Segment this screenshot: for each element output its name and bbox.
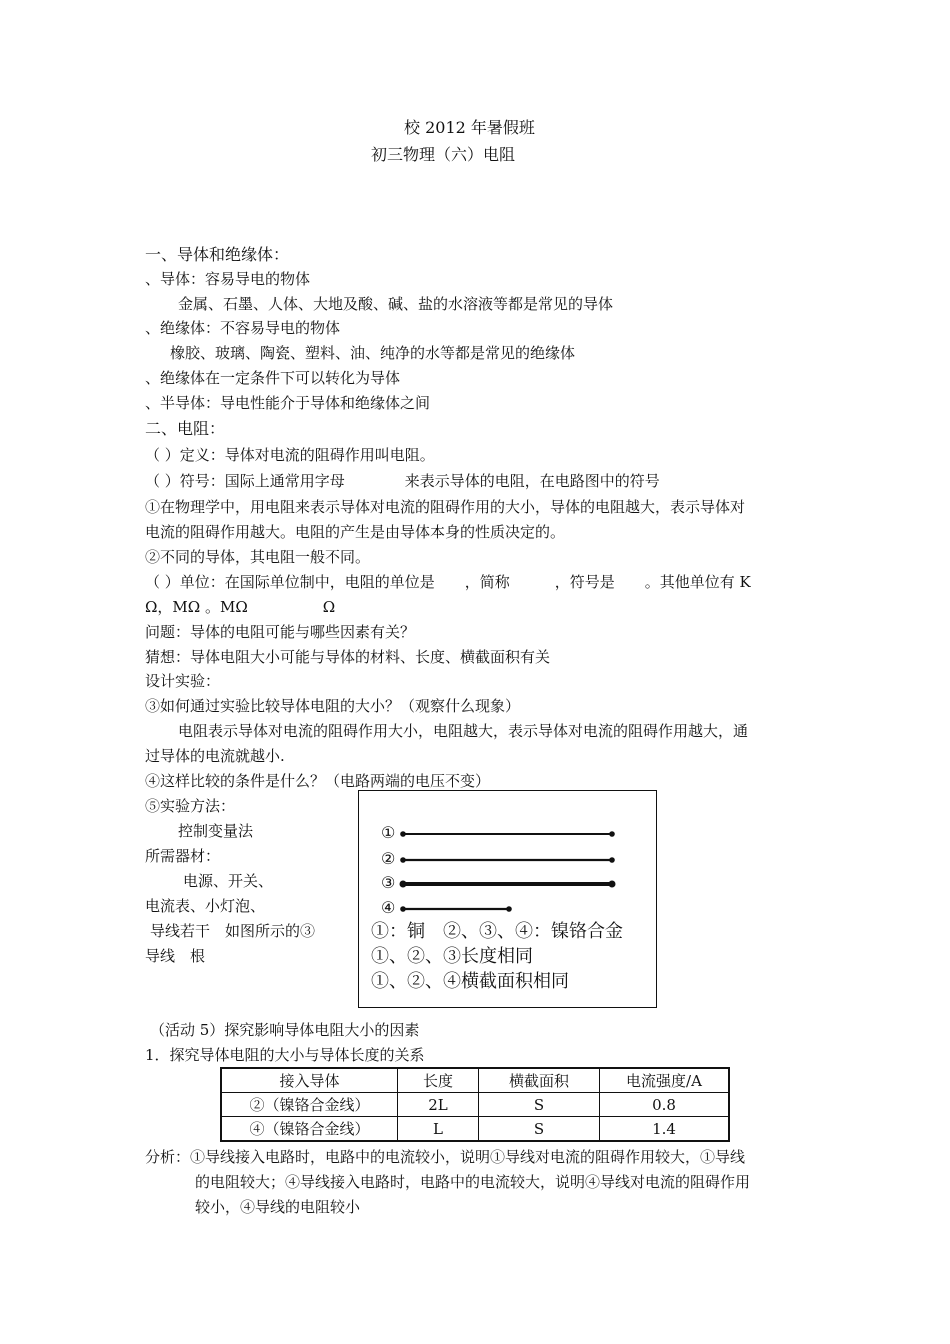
text-line: （ ）单位：在国际单位制中，电阻的单位是 ，简称 ，符号是 。其他单位有 K <box>145 573 751 591</box>
activity-heading: （活动 5）探究影响导体电阻大小的因素 <box>150 1021 420 1039</box>
title-line-1: 校 2012 年暑假班 <box>404 118 535 137</box>
wire-label-1: ① <box>381 823 396 842</box>
wire-figure <box>358 790 657 1008</box>
analysis-line: 分析：①导线接入电路时，电路中的电流较小，说明①导线对电流的阻碍作用较大，①导线 <box>145 1148 746 1166</box>
text-line: ①在物理学中，用电阻来表示导体对电流的阻碍作用的大小，导体的电阻越大，表示导体对 <box>145 498 746 516</box>
table-cell: 1.4 <box>600 1117 730 1142</box>
experiment-heading: 1．探究导体电阻的大小与导体长度的关系 <box>145 1046 425 1064</box>
table-cell: ②（镍铬合金线） <box>221 1093 398 1117</box>
table-row <box>221 1093 729 1117</box>
text-line: 导线 根 <box>145 947 206 965</box>
table-cell: S <box>479 1093 600 1117</box>
wire-label-3: ③ <box>381 873 396 892</box>
wire-2-end-left <box>400 857 406 863</box>
wire-label-2: ② <box>381 849 396 868</box>
wire-4-end-left <box>400 906 406 912</box>
text-line: 所需器材： <box>145 847 221 865</box>
table-header-cell: 接入导体 <box>221 1068 398 1093</box>
text-line: 电阻表示导体对电流的阻碍作用大小，电阻越大，表示导体对电流的阻碍作用越大，通 <box>178 722 749 740</box>
text-line: 过导体的电流就越小. <box>145 747 285 765</box>
table-cell: ④（镍铬合金线） <box>221 1117 398 1142</box>
text-line: 电源、开关、 <box>183 872 274 890</box>
text-line: ④这样比较的条件是什么？（电路两端的电压不变） <box>145 772 491 790</box>
text-line: 、导体：容易导电的物体 <box>145 270 311 288</box>
figure-note-length: ①、②、③长度相同 <box>371 946 533 967</box>
text-line: ⑤实验方法： <box>145 797 236 815</box>
text-line: 、绝缘体在一定条件下可以转化为导体 <box>145 369 401 387</box>
text-line: 金属、石墨、人体、大地及酸、碱、盐的水溶液等都是常见的导体 <box>178 295 614 313</box>
table-row <box>221 1117 729 1142</box>
title-line-2: 初三物理（六）电阻 <box>371 145 516 164</box>
length-relation-table <box>220 1067 730 1142</box>
table-header-cell: 长度 <box>398 1068 479 1093</box>
table-header-row <box>221 1068 729 1093</box>
text-line: 设计实验： <box>145 672 221 690</box>
wire-label-4: ④ <box>381 898 396 917</box>
text-line: 导线若干 如图所示的③ <box>150 922 316 940</box>
analysis-line: 的电阻较大；④导线接入电路时，电路中的电流较大，说明④导线对电流的阻碍作用 <box>195 1173 751 1191</box>
table-cell: 0.8 <box>600 1093 730 1117</box>
table-header-cell: 横截面积 <box>479 1068 600 1093</box>
text-line: 、半导体：导电性能介于导体和绝缘体之间 <box>145 394 431 412</box>
table-header-cell: 电流强度/A <box>600 1068 730 1093</box>
text-line: （ ）符号：国际上通常用字母 来表示导体的电阻，在电路图中的符号 <box>145 472 660 490</box>
text-line: 电流表、小灯泡、 <box>145 897 266 915</box>
analysis-line: 较小，④导线的电阻较小 <box>195 1198 361 1216</box>
figure-note-material: ①：铜 ②、③、④：镍铬合金 <box>371 921 623 942</box>
wire-1-end-right <box>609 831 615 837</box>
table-cell: 2L <box>398 1093 479 1117</box>
text-line: 、绝缘体：不容易导电的物体 <box>145 319 341 337</box>
text-line: 控制变量法 <box>178 822 254 840</box>
wire-3-end-right <box>609 881 616 888</box>
wire-4-end-right <box>506 906 512 912</box>
text-line: ②不同的导体，其电阻一般不同。 <box>145 548 371 566</box>
text-line: 橡胶、玻璃、陶瓷、塑料、油、纯净的水等都是常见的绝缘体 <box>170 344 576 362</box>
table-cell: L <box>398 1117 479 1142</box>
text-line: 猜想：导体电阻大小可能与导体的材料、长度、横截面积有关 <box>145 648 551 666</box>
section-heading-1: 一、导体和绝缘体： <box>145 245 290 264</box>
text-line: Ω，MΩ 。MΩ Ω <box>145 598 336 616</box>
text-line: 电流的阻碍作用越大。电阻的产生是由导体本身的性质决定的。 <box>145 523 566 541</box>
text-line: （ ）定义：导体对电流的阻碍作用叫电阻。 <box>145 446 435 464</box>
section-heading-2: 二、电阻： <box>145 419 226 438</box>
wire-3-end-left <box>400 881 407 888</box>
figure-note-area: ①、②、④横截面积相同 <box>371 971 569 992</box>
wire-2-end-right <box>609 857 615 863</box>
text-line: ③如何通过实验比较导体电阻的大小？（观察什么现象） <box>145 697 521 715</box>
wire-1-end-left <box>400 831 406 837</box>
table-cell: S <box>479 1117 600 1142</box>
text-line: 问题：导体的电阻可能与哪些因素有关？ <box>145 623 416 641</box>
